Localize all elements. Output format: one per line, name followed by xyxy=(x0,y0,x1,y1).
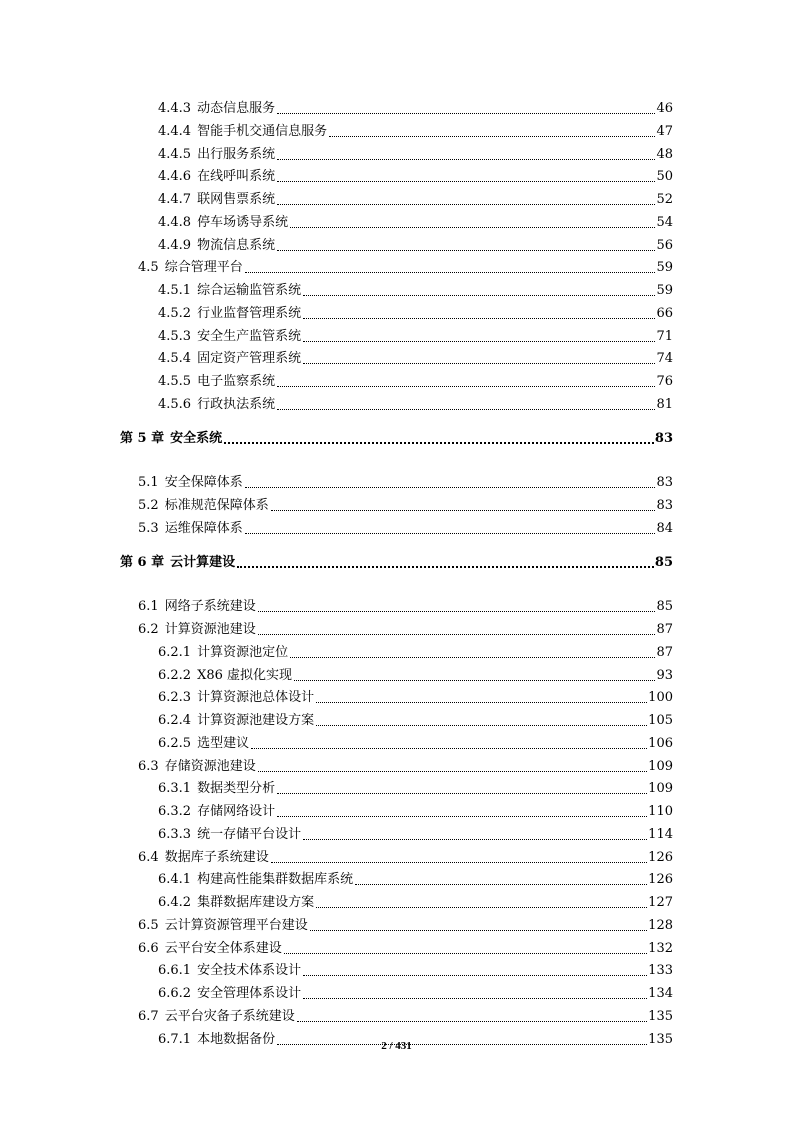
toc-entry-number: 6.6.2 xyxy=(158,986,192,1001)
toc-entry-number: 6.2.5 xyxy=(158,735,192,751)
toc-entry-page: 50 xyxy=(656,169,673,185)
toc-entry-number: 4.4.6 xyxy=(158,169,192,185)
toc-entry-page: 109 xyxy=(648,781,673,797)
toc-entry-number: 6.3.1 xyxy=(158,781,192,797)
toc-entry-number: 6.3 xyxy=(138,758,159,774)
toc-entry-label xyxy=(158,668,293,684)
toc-entry[interactable] xyxy=(158,345,673,367)
dot-leader xyxy=(316,891,647,908)
toc-entry-number: 6.2 xyxy=(138,622,159,637)
toc-entry-number: 4.5.2 xyxy=(158,305,192,321)
toc-entry-page: 71 xyxy=(656,328,673,344)
toc-entry-page: 59 xyxy=(656,283,673,298)
dot-leader xyxy=(277,234,655,251)
toc-entry-page: 54 xyxy=(656,214,673,230)
toc-entry[interactable] xyxy=(120,549,673,571)
toc-entry[interactable] xyxy=(138,935,673,957)
dot-leader xyxy=(303,279,655,296)
page-number-footer: 2 / 431 xyxy=(381,1040,412,1052)
toc-entry-number: 6.2.3 xyxy=(158,690,192,706)
toc-entry-label xyxy=(138,498,270,514)
toc-entry[interactable] xyxy=(158,980,673,1002)
toc-entry-number: 第 5 章 xyxy=(120,430,165,446)
toc-entry-label xyxy=(120,555,236,571)
toc-entry-page: 126 xyxy=(648,849,673,865)
toc-entry-title: 安全管理体系设计 xyxy=(197,986,302,1001)
toc-entry[interactable] xyxy=(158,141,673,163)
toc-entry-label xyxy=(158,645,289,661)
toc-entry-title: 云平台灾备子系统建设 xyxy=(164,1008,295,1024)
toc-entry-label xyxy=(158,827,302,843)
toc-entry-page: 85 xyxy=(654,554,673,570)
toc-entry-page: 87 xyxy=(656,644,673,660)
toc-entry-page: 59 xyxy=(656,260,673,276)
toc-entry-label xyxy=(120,431,223,447)
toc-entry-label xyxy=(158,351,302,367)
toc-entry-page: 110 xyxy=(648,804,673,819)
toc-entry-title: 物流信息系统 xyxy=(197,237,276,253)
dot-leader xyxy=(277,165,655,182)
toc-entry[interactable] xyxy=(138,844,673,866)
toc-entry-label xyxy=(138,918,309,934)
toc-entry[interactable] xyxy=(158,730,673,752)
toc-entry-title: 数据库子系统建设 xyxy=(164,849,269,865)
dot-leader xyxy=(258,595,656,612)
toc-entry-label xyxy=(138,759,257,775)
toc-entry-page: 109 xyxy=(648,758,673,774)
toc-entry-number: 6.4.1 xyxy=(158,872,192,888)
toc-entry-number: 6.7 xyxy=(138,1008,159,1024)
toc-entry-number: 6.5 xyxy=(138,917,159,933)
toc-entry-label xyxy=(158,781,276,797)
dot-leader xyxy=(277,370,655,387)
toc-entry-page: 135 xyxy=(648,1031,673,1047)
toc-entry-title: 构建高性能集群数据库系统 xyxy=(197,872,354,888)
toc-entry-number: 6.4 xyxy=(138,849,159,865)
toc-entry-number: 4.4.9 xyxy=(158,237,192,253)
toc-entry-page: 48 xyxy=(656,146,673,162)
toc-entry-title: 统一存储平台设计 xyxy=(197,826,302,842)
toc-entry-number: 4.5.3 xyxy=(158,328,192,344)
toc-entry-label xyxy=(158,283,302,299)
dot-leader xyxy=(277,143,655,160)
toc-entry-page: 105 xyxy=(648,713,673,728)
toc-entry[interactable] xyxy=(158,866,673,888)
dot-leader xyxy=(237,550,654,568)
toc-entry-title: 本地数据备份 xyxy=(197,1031,276,1047)
toc-entry[interactable] xyxy=(158,798,673,820)
dot-leader xyxy=(271,846,647,863)
toc-entry-title: 固定资产管理系统 xyxy=(197,351,302,367)
toc-entry[interactable] xyxy=(158,277,673,299)
toc-entry-page: 135 xyxy=(648,1008,673,1024)
toc-entry[interactable] xyxy=(138,616,673,638)
toc-entry-title: 存储资源池建设 xyxy=(164,758,256,774)
toc-entry-number: 5.1 xyxy=(138,475,159,491)
toc-entry-page: 114 xyxy=(648,826,673,842)
toc-entry[interactable] xyxy=(158,186,673,208)
toc-entry-title: 安全系统 xyxy=(170,430,223,446)
dot-leader xyxy=(258,618,656,635)
dot-leader xyxy=(303,302,655,319)
toc-entry-label xyxy=(158,329,302,345)
dot-leader xyxy=(303,982,647,999)
toc-entry-label xyxy=(158,169,276,185)
toc-entry-title: 数据类型分析 xyxy=(197,781,276,797)
toc-entry-number: 5.2 xyxy=(138,498,159,513)
dot-leader xyxy=(303,325,655,342)
toc-entry-number: 4.5.4 xyxy=(158,351,192,367)
toc-entry-label xyxy=(158,690,315,706)
dot-leader xyxy=(277,393,655,410)
toc-entry-number: 6.1 xyxy=(138,599,159,615)
toc-entry-label xyxy=(138,622,257,638)
toc-entry-label xyxy=(158,306,302,322)
dot-leader xyxy=(277,188,655,205)
toc-entry-title: 智能手机交通信息服务 xyxy=(197,123,328,139)
toc-entry-number: 6.6 xyxy=(138,940,159,956)
dot-leader xyxy=(316,686,647,703)
toc-entry[interactable] xyxy=(120,425,673,447)
toc-entry-label xyxy=(138,599,257,615)
toc-entry-title: 综合运输监管系统 xyxy=(197,283,302,298)
dot-leader xyxy=(355,868,647,885)
toc-entry-title: 选型建议 xyxy=(197,735,250,751)
dot-leader xyxy=(290,211,655,228)
toc-entry-label xyxy=(158,397,276,413)
toc-entry-label xyxy=(158,124,328,140)
toc-entry-label xyxy=(158,147,276,163)
toc-entry[interactable] xyxy=(138,753,673,775)
toc-entry-number: 6.3.2 xyxy=(158,804,192,819)
toc-entry-number: 6.2.1 xyxy=(158,644,192,660)
toc-entry-title: X86 虚拟化实现 xyxy=(197,667,293,683)
toc-entry-title: 标准规范保障体系 xyxy=(164,498,269,513)
toc-entry-number: 6.4.2 xyxy=(158,895,192,910)
dot-leader xyxy=(290,641,655,658)
toc-entry-title: 集群数据库建设方案 xyxy=(197,895,315,910)
toc-entry-number: 4.5 xyxy=(138,260,159,276)
toc-entry-label xyxy=(158,101,276,117)
toc-entry-number: 4.4.8 xyxy=(158,214,192,230)
toc-entry-page: 47 xyxy=(656,123,673,139)
toc-entry[interactable] xyxy=(158,707,673,729)
toc-entry[interactable] xyxy=(138,469,673,491)
toc-entry-label xyxy=(158,804,276,820)
toc-entry-title: 云计算建设 xyxy=(170,554,236,570)
toc-entry-title: 云平台安全体系建设 xyxy=(164,940,282,956)
toc-entry-title: 电子监察系统 xyxy=(197,374,276,389)
toc-entry-label xyxy=(158,895,315,911)
dot-leader xyxy=(277,800,647,817)
toc-entry[interactable] xyxy=(138,492,673,514)
dot-leader xyxy=(329,120,655,137)
toc-entry-page: 66 xyxy=(656,305,673,321)
dot-leader xyxy=(316,709,647,726)
toc-entry-number: 6.2.2 xyxy=(158,667,192,683)
toc-entry[interactable] xyxy=(158,821,673,843)
toc-entry-title: 综合管理平台 xyxy=(164,260,243,276)
dot-leader xyxy=(284,937,647,954)
toc-entry-title: 云计算资源管理平台建设 xyxy=(164,917,308,933)
toc-entry-page: 93 xyxy=(656,667,673,683)
toc-entry-title: 行业监督管理系统 xyxy=(197,305,302,321)
toc-entry-page: 133 xyxy=(648,963,673,979)
toc-entry[interactable] xyxy=(138,912,673,934)
toc-entry[interactable] xyxy=(158,300,673,322)
toc-entry-number: 4.5.6 xyxy=(158,396,192,412)
toc-entry-label xyxy=(158,215,289,231)
toc-entry[interactable] xyxy=(138,593,673,615)
toc-entry-title: 在线呼叫系统 xyxy=(197,169,276,185)
toc-entry-label xyxy=(138,850,270,866)
toc-entry-page: 84 xyxy=(656,520,673,536)
toc-entry-number: 6.7.1 xyxy=(158,1031,192,1047)
toc-entry[interactable] xyxy=(158,95,673,117)
toc-entry-title: 计算资源池建设方案 xyxy=(197,713,315,728)
toc-entry-label xyxy=(158,986,302,1002)
dot-leader xyxy=(277,777,647,794)
toc-entry-label xyxy=(138,941,283,957)
toc-entry[interactable] xyxy=(158,209,673,231)
toc-entry-title: 运维保障体系 xyxy=(164,520,243,536)
toc-entry-label xyxy=(158,238,276,254)
toc-entry-label xyxy=(138,521,244,537)
toc-entry[interactable] xyxy=(158,368,673,390)
toc-entry[interactable] xyxy=(158,662,673,684)
toc-entry-title: 动态信息服务 xyxy=(197,101,276,116)
toc-entry[interactable] xyxy=(158,323,673,345)
toc-entry-page: 52 xyxy=(656,192,673,207)
toc-entry-label xyxy=(158,374,276,390)
toc-entry[interactable] xyxy=(158,639,673,661)
toc-entry-page: 85 xyxy=(656,599,673,615)
toc-entry-title: 存储网络设计 xyxy=(197,804,276,819)
toc-entry[interactable] xyxy=(158,775,673,797)
dot-leader xyxy=(258,755,647,772)
toc-entry-page: 100 xyxy=(648,690,673,706)
toc-entry-number: 6.6.1 xyxy=(158,963,192,979)
toc-entry[interactable] xyxy=(158,391,673,413)
toc-entry-title: 计算资源池总体设计 xyxy=(197,690,315,706)
toc-entry-title: 停车场诱导系统 xyxy=(197,214,289,230)
toc-entry-page: 87 xyxy=(656,622,673,637)
toc-entry-title: 计算资源池建设 xyxy=(164,622,256,637)
toc-entry-page: 128 xyxy=(648,917,673,933)
toc-entry-page: 134 xyxy=(648,986,673,1001)
toc-entry-page: 46 xyxy=(656,101,673,116)
toc-entry-title: 联网售票系统 xyxy=(197,192,276,207)
toc-entry-number: 4.4.5 xyxy=(158,146,192,162)
toc-entry-number: 4.4.4 xyxy=(158,123,192,139)
toc-entry-label xyxy=(138,260,244,276)
toc-entry[interactable] xyxy=(138,515,673,537)
toc-entry-number: 4.5.5 xyxy=(158,374,192,389)
toc-entry-page: 76 xyxy=(656,374,673,389)
toc-entry[interactable] xyxy=(158,684,673,706)
toc-entry-title: 安全保障体系 xyxy=(164,475,243,491)
dot-leader xyxy=(245,517,656,534)
toc-entry[interactable] xyxy=(158,889,673,911)
toc-entry[interactable] xyxy=(138,254,673,276)
toc-entry-page: 81 xyxy=(656,396,673,412)
toc-entry-page: 83 xyxy=(654,430,673,446)
toc-entry-page: 83 xyxy=(656,475,673,491)
toc-entry-title: 网络子系统建设 xyxy=(164,599,256,615)
toc-entry-title: 行政执法系统 xyxy=(197,396,276,412)
toc-entry-label xyxy=(138,475,244,491)
dot-leader xyxy=(297,1005,647,1022)
toc-entry-number: 6.2.4 xyxy=(158,713,192,728)
toc-entry-number: 5.3 xyxy=(138,520,159,536)
dot-leader xyxy=(310,914,647,931)
toc-entry-title: 安全技术体系设计 xyxy=(197,963,302,979)
dot-leader xyxy=(224,426,654,444)
toc-entry[interactable] xyxy=(158,957,673,979)
dot-leader xyxy=(271,494,656,511)
toc-entry-title: 安全生产监管系统 xyxy=(197,328,302,344)
toc-entry-page: 74 xyxy=(656,351,673,367)
toc-entry-page: 83 xyxy=(656,498,673,513)
toc-entry-label xyxy=(138,1009,296,1025)
toc-entry-page: 126 xyxy=(648,872,673,888)
toc-entry-title: 出行服务系统 xyxy=(197,146,276,162)
toc-entry-page: 106 xyxy=(648,735,673,751)
dot-leader xyxy=(303,959,647,976)
toc-entry-number: 4.4.3 xyxy=(158,101,192,116)
toc-entry-page: 127 xyxy=(648,895,673,910)
toc-entry-number: 4.4.7 xyxy=(158,192,192,207)
toc-entry-label xyxy=(158,192,276,208)
toc-entry-label xyxy=(158,963,302,979)
dot-leader xyxy=(294,664,655,681)
toc-entry[interactable] xyxy=(158,118,673,140)
toc-entry-page: 56 xyxy=(656,237,673,253)
toc-entry[interactable] xyxy=(158,232,673,254)
dot-leader xyxy=(251,732,647,749)
toc-entry-label xyxy=(158,713,315,729)
toc-entry-number: 6.3.3 xyxy=(158,826,192,842)
toc-entry[interactable] xyxy=(138,1003,673,1025)
toc-entry-number: 第 6 章 xyxy=(120,554,165,570)
toc-entry-page: 132 xyxy=(648,940,673,956)
toc-entry-label xyxy=(158,736,250,752)
toc-entry-number: 4.5.1 xyxy=(158,283,192,298)
toc-entry-label xyxy=(158,872,354,888)
dot-leader xyxy=(303,347,655,364)
toc-entry-title: 计算资源池定位 xyxy=(197,644,289,660)
toc-entry[interactable] xyxy=(158,163,673,185)
dot-leader xyxy=(245,471,656,488)
dot-leader xyxy=(277,97,655,114)
dot-leader xyxy=(245,256,656,273)
dot-leader xyxy=(303,823,647,840)
